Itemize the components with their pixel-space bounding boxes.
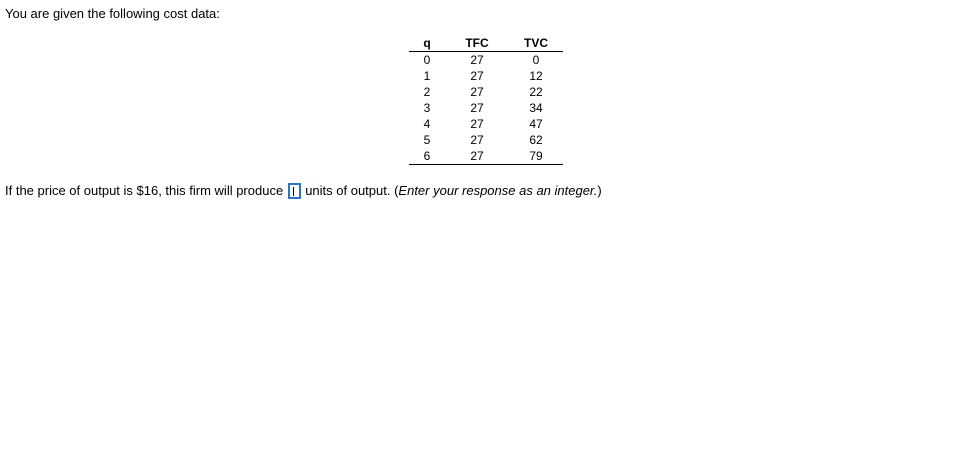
cell-tfc: 27	[445, 148, 509, 165]
answer-input[interactable]	[288, 183, 301, 199]
cell-q: 1	[423, 69, 431, 83]
cost-table	[409, 35, 563, 165]
question-instruction: Enter your response as an integer.	[398, 183, 598, 198]
table-row	[409, 132, 563, 148]
cell-q: 6	[409, 148, 445, 165]
header-tvc: TVC	[509, 35, 563, 52]
table-row	[409, 52, 563, 69]
cell-tvc: 12	[529, 69, 543, 83]
question-close: )	[597, 183, 602, 198]
cell-q: 4	[423, 117, 431, 131]
question-text	[5, 182, 602, 200]
table-header-row	[409, 35, 563, 52]
header-q: q	[409, 35, 445, 52]
cell-tfc: 27	[470, 85, 484, 99]
table-row	[409, 68, 563, 84]
cell-tvc: 79	[509, 148, 563, 165]
cell-tfc: 27	[470, 101, 484, 115]
table-row	[409, 84, 563, 100]
header-tfc: TFC	[445, 35, 509, 52]
cell-tvc: 22	[529, 85, 543, 99]
cell-tvc: 62	[529, 133, 543, 147]
table-row	[409, 116, 563, 132]
table-row	[409, 100, 563, 116]
cell-tfc: 27	[470, 69, 484, 83]
cell-q: 2	[423, 85, 431, 99]
question-before: If the price of output is $16, this firm will produce	[5, 183, 284, 198]
question-after: units of output. (	[305, 183, 399, 198]
cell-tfc: 27	[470, 53, 484, 67]
cell-tvc: 0	[532, 53, 540, 67]
cell-tfc: 27	[470, 117, 484, 131]
cell-tfc: 27	[470, 133, 484, 147]
intro-text: You are given the following cost data:	[5, 6, 220, 21]
cell-q: 0	[423, 53, 431, 67]
table-row	[409, 148, 563, 165]
cell-tvc: 47	[529, 117, 543, 131]
cell-tvc: 34	[529, 101, 543, 115]
cell-q: 3	[423, 101, 431, 115]
cell-q: 5	[423, 133, 431, 147]
